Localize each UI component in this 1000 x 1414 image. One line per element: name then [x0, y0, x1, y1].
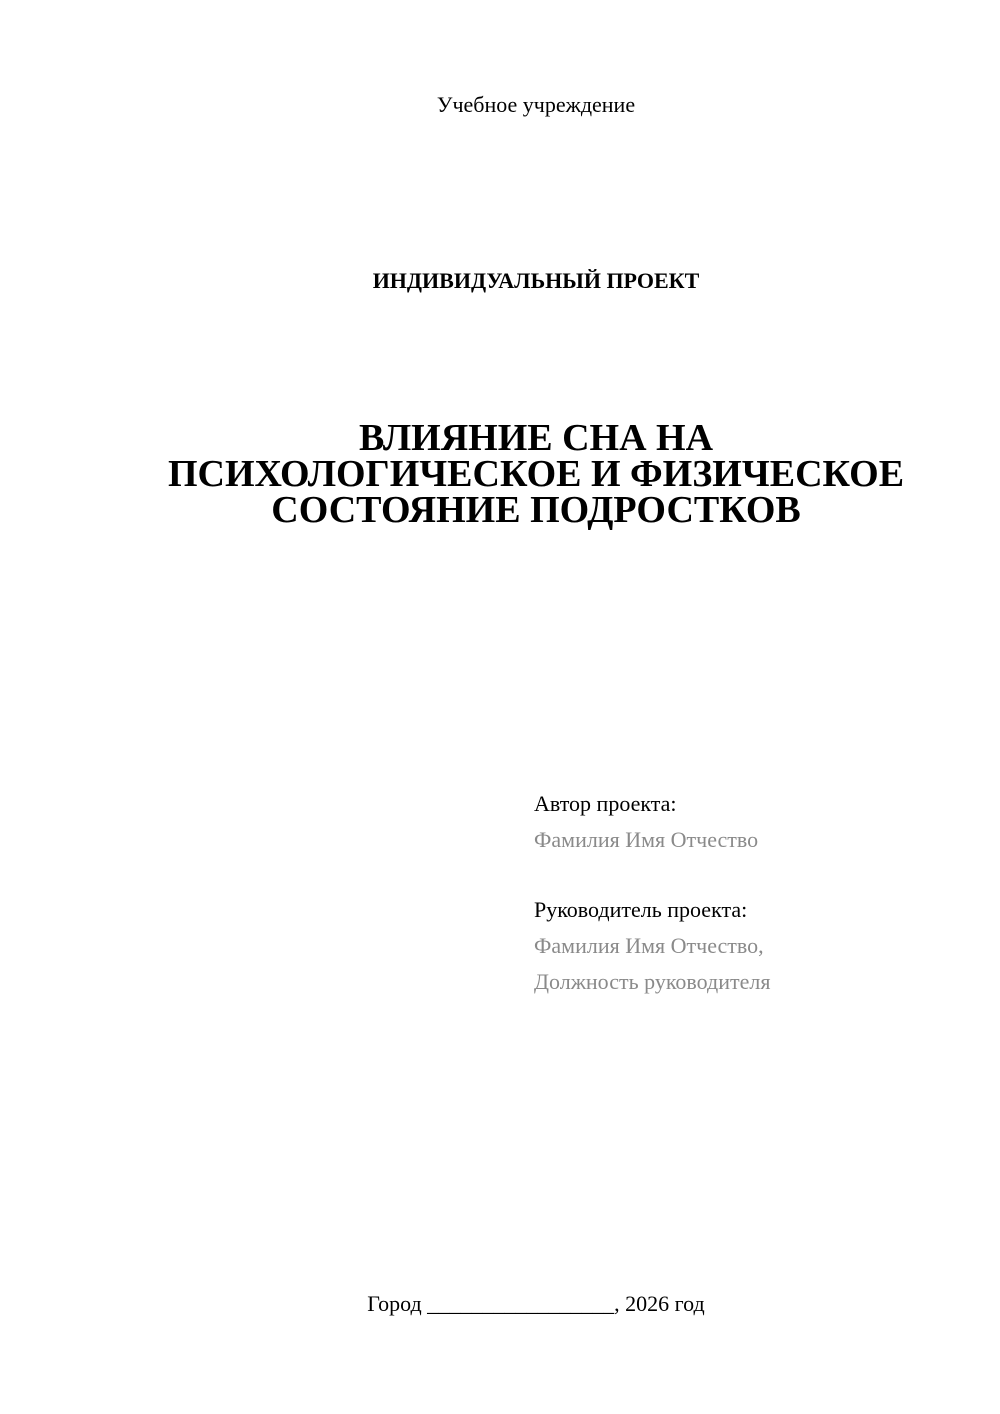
project-title-line: ВЛИЯНИЕ СНА НА: [358, 417, 714, 459]
supervisor-name-placeholder: Фамилия Имя Отчество,: [534, 933, 764, 958]
author-label: Автор проекта:: [534, 791, 677, 816]
project-title: [100, 417, 972, 531]
project-title-line: СОСТОЯНИЕ ПОДРОСТКОВ: [271, 489, 801, 531]
supervisor-position-placeholder: Должность руководителя: [534, 969, 771, 994]
city-year-footer: Город _________________, 2026 год: [367, 1291, 705, 1316]
institution-name: Учебное учреждение: [436, 92, 636, 117]
author-block: [534, 786, 758, 858]
author-name-placeholder: Фамилия Имя Отчество: [534, 827, 759, 852]
supervisor-label: Руководитель проекта:: [534, 897, 748, 922]
project-title-line: ПСИХОЛОГИЧЕСКОЕ И ФИЗИЧЕСКОЕ: [167, 453, 905, 495]
project-type-heading: ИНДИВИДУАЛЬНЫЙ ПРОЕКТ: [372, 268, 700, 293]
supervisor-block: [534, 892, 770, 1000]
